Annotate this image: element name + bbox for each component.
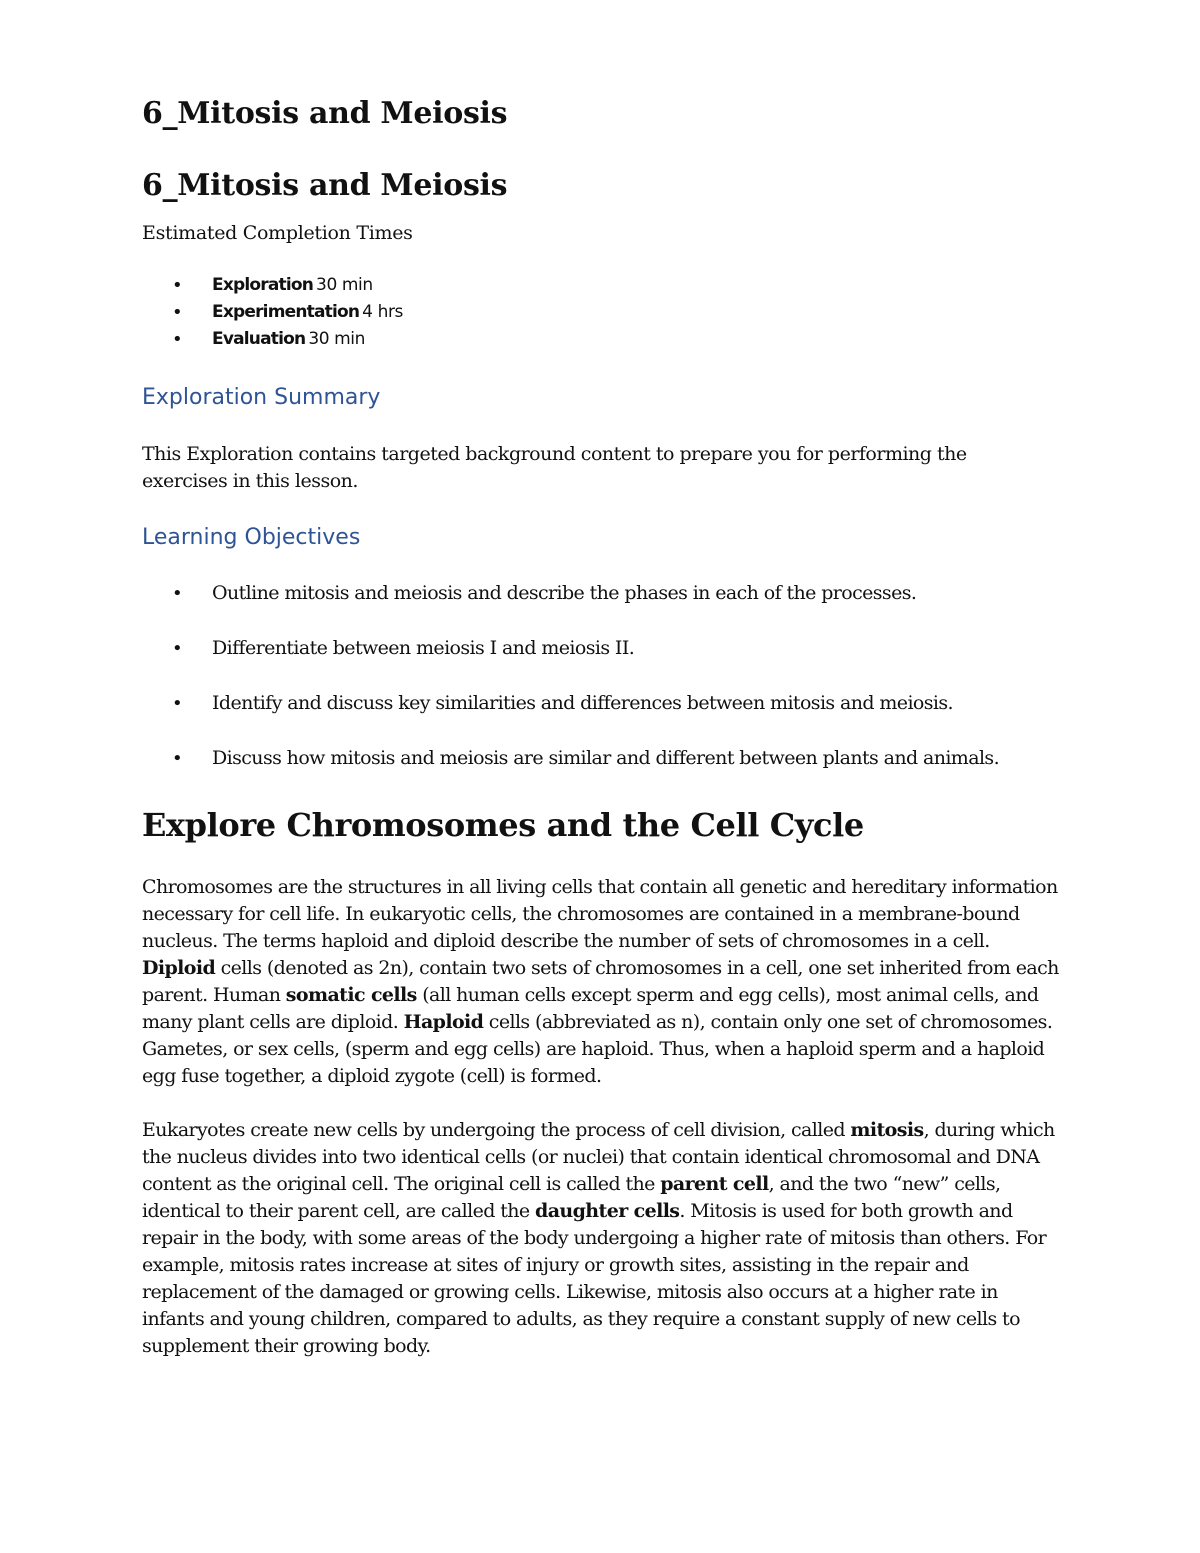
term-mitosis: mitosis xyxy=(850,1119,924,1142)
objective-text: Outline mitosis and meiosis and describe the phases in each of the processes. xyxy=(212,581,917,604)
time-label: Evaluation xyxy=(212,329,306,349)
list-item xyxy=(142,326,1062,353)
document-page xyxy=(142,96,1062,1387)
objective-text: Identify and discuss key similarities and differences between mitosis and meiosis. xyxy=(212,691,953,714)
section-heading: Explore Chromosomes and the Cell Cycle xyxy=(142,805,864,844)
estimated-times-label: Estimated Completion Times xyxy=(142,222,413,244)
term-somatic-cells: somatic cells xyxy=(285,984,417,1007)
list-item xyxy=(142,745,1062,772)
term-daughter-cells: daughter cells xyxy=(535,1200,680,1223)
exploration-summary-heading: Exploration Summary xyxy=(142,385,381,410)
paragraph-chromosomes xyxy=(142,874,1062,1090)
bullet-icon: • xyxy=(172,747,183,769)
time-value: 4 hrs xyxy=(362,302,404,322)
term-parent-cell: parent cell xyxy=(660,1173,769,1196)
bullet-icon: • xyxy=(172,582,183,604)
time-value: 30 min xyxy=(316,275,373,295)
list-item xyxy=(142,690,1062,717)
list-item xyxy=(142,635,1062,662)
learning-objectives-heading: Learning Objectives xyxy=(142,525,361,551)
objective-text: Differentiate between meiosis I and meiosis II. xyxy=(212,636,635,659)
term-haploid: Haploid xyxy=(403,1011,484,1034)
text-run: Chromosomes are the structures in all living cells that contain all genetic and hereditary information necessary for cell life. In eukaryotic cells, the chromosomes are contained in a membrane-bound nucleus. The terms haploid and diploid describe the number of sets of chromosomes in a cell. xyxy=(142,876,1058,953)
completion-times-list xyxy=(142,272,1062,353)
text-run: (all human cells except sperm and egg cells), most animal cells, and many plant cells are diploid. xyxy=(142,984,1039,1034)
list-item xyxy=(142,272,1062,299)
bullet-icon: • xyxy=(172,637,183,659)
text-run: , during which the nucleus divides into two identical cells (or nuclei) that contain identical chromosomal and DNA content as the original cell. The original cell is called the xyxy=(142,1119,1055,1196)
summary-line: This Exploration contains targeted background content to prepare you for performing the xyxy=(142,443,967,466)
list-item xyxy=(142,580,1062,607)
objective-text: Discuss how mitosis and meiosis are similar and different between plants and animals. xyxy=(212,746,1000,769)
text-run: , and the two “new” cells, identical to their parent cell, are called the xyxy=(142,1173,1001,1223)
bullet-icon: • xyxy=(172,275,183,296)
learning-objectives-list xyxy=(142,580,1062,772)
time-label: Experimentation xyxy=(212,302,360,322)
list-item xyxy=(142,299,1062,326)
term-diploid: Diploid xyxy=(142,957,216,980)
lesson-title: 6_Mitosis and Meiosis xyxy=(142,168,508,203)
exploration-summary-text xyxy=(142,441,1062,495)
bullet-icon: • xyxy=(172,329,183,350)
text-run: cells (denoted as 2n), contain two sets of chromosomes in a cell, one set inherited from each parent. Human xyxy=(142,957,1059,1007)
time-label: Exploration xyxy=(212,275,314,295)
bullet-icon: • xyxy=(172,692,183,714)
summary-line: exercises in this lesson. xyxy=(142,470,358,493)
time-value: 30 min xyxy=(308,329,366,349)
paragraph-mitosis xyxy=(142,1117,1062,1360)
bullet-icon: • xyxy=(172,302,183,323)
document-title: 6_Mitosis and Meiosis xyxy=(142,96,508,131)
text-run: cells (abbreviated as n), contain only one set of chromosomes. Gametes, or sex cells, (sperm and egg cells) are haploid. Thus, when a haploid sperm and a haploid egg fuse together, a diploid zygote (cell) is formed. xyxy=(142,1011,1053,1088)
text-run: Eukaryotes create new cells by undergoing the process of cell division, called xyxy=(142,1119,851,1142)
text-run: . Mitosis is used for both growth and repair in the body, with some areas of the body undergoing a higher rate of mitosis than others. For example, mitosis rates increase at sites of injury or growth sites, assisting in the repair and replacement of the damaged or growing cells. Likewise, mitosis also occurs at a higher rate in infants and young children, compared to adults, as they require a constant supply of new cells to supplement their growing body. xyxy=(142,1200,1047,1358)
